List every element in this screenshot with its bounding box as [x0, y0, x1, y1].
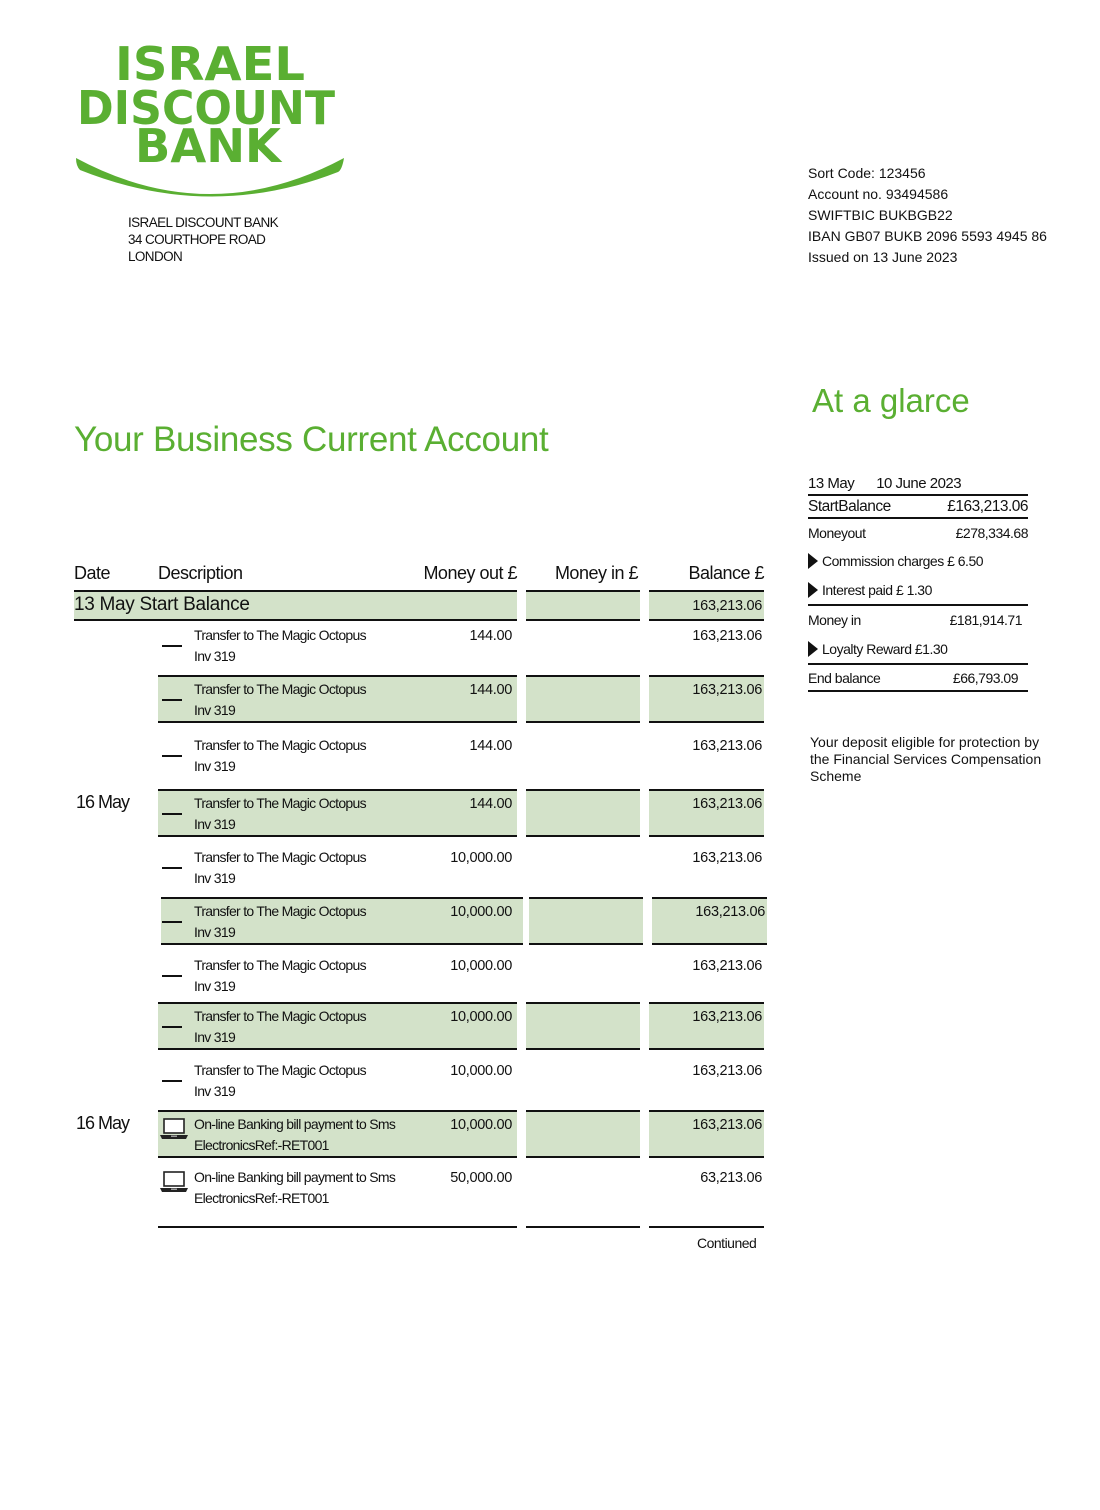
dash-icon: [162, 813, 182, 815]
row-description-line1: Transfer to The Magic Octopus: [194, 737, 366, 753]
row-money-out: 10,000.00: [450, 850, 512, 866]
row-money-out: 10,000.00: [450, 904, 512, 920]
row-money-out: 144.00: [469, 682, 512, 698]
dash-icon: [162, 755, 182, 757]
period-start: 13 May: [808, 474, 855, 492]
row-in-bg: [529, 898, 643, 943]
interest-text: Interest paid £ 1.30: [822, 581, 932, 598]
triangle-bullet-icon: [808, 641, 818, 657]
row-description-line1: Transfer to The Magic Octopus: [194, 795, 366, 811]
dash-icon: [162, 1026, 182, 1028]
period-end: 10 June 2023: [876, 474, 962, 492]
row-description: [194, 1060, 366, 1102]
address-line: LONDON: [128, 249, 183, 264]
header-money-out: Money out £: [423, 563, 517, 583]
row-description: [194, 955, 366, 997]
bank-address: [128, 214, 278, 265]
row-description: [194, 735, 366, 777]
swift-bic: SWIFTBIC BUKBGB22: [808, 207, 953, 223]
row-description-line1: Transfer to The Magic Octopus: [194, 1062, 366, 1078]
start-balance-amount: 163,213.06: [692, 598, 762, 614]
row-balance: 163,213.06: [692, 850, 762, 866]
address-line: 34 COURTHOPE ROAD: [128, 232, 266, 247]
row-money-out: 10,000.00: [450, 1063, 512, 1079]
row-date: 16 May: [76, 1113, 130, 1133]
sort-code: Sort Code: 123456: [808, 165, 926, 181]
dash-icon: [162, 921, 182, 923]
glance-money-out: [808, 519, 1028, 546]
row-description: [194, 793, 366, 835]
row-money-out: 10,000.00: [450, 958, 512, 974]
row-balance: 63,213.06: [700, 1170, 762, 1186]
header-balance: Balance £: [688, 563, 764, 583]
dash-icon: [162, 975, 182, 977]
row-balance: 163,213.06: [692, 1117, 762, 1133]
iban: IBAN GB07 BUKB 2096 5593 4945 86: [808, 228, 1047, 244]
header-date: Date: [74, 563, 111, 583]
row-description-line2: Inv 319: [194, 870, 236, 886]
row-balance: 163,213.06: [692, 628, 762, 644]
row-description-line1: Transfer to The Magic Octopus: [194, 903, 366, 919]
row-description-line2: ElectronicsRef:-RET001: [194, 1190, 329, 1206]
row-description: [194, 901, 366, 943]
glance-summary: [808, 472, 1028, 692]
glance-title: At a glarce: [812, 382, 970, 419]
glance-commission: [808, 546, 1028, 575]
glance-period: [808, 472, 1028, 496]
row-money-out: 144.00: [469, 738, 512, 754]
row-money-out: 144.00: [469, 628, 512, 644]
row-description-line1: On-line Banking bill payment to Sms: [194, 1169, 396, 1185]
row-in-bg: [526, 676, 640, 721]
glance-money-in: [808, 606, 1028, 634]
glance-end-balance: [808, 665, 1028, 692]
money-out-value: £278,334.68: [955, 524, 1028, 541]
row-balance: 163,213.06: [692, 796, 762, 812]
dash-icon: [162, 1080, 182, 1082]
dash-icon: [162, 867, 182, 869]
glance-start-balance: [808, 496, 1028, 519]
account-details: [808, 163, 1047, 268]
logo-text-discount: DISCOUNT: [77, 81, 336, 135]
triangle-bullet-icon: [808, 553, 818, 569]
row-balance: 163,213.06: [692, 738, 762, 754]
row-in-bg: [526, 1111, 640, 1156]
glance-loyalty: [808, 634, 1028, 665]
row-description-line2: Inv 319: [194, 978, 236, 994]
end-balance-label: End balance: [808, 669, 881, 686]
row-description-line1: Transfer to The Magic Octopus: [194, 1008, 366, 1024]
start-balance-value: £163,213.06: [947, 497, 1028, 515]
commission-text: Commission charges £ 6.50: [822, 552, 984, 569]
loyalty-text: Loyalty Reward £1.30: [822, 640, 948, 657]
row-balance: 163,213.06: [692, 1009, 762, 1025]
row-description-line1: On-line Banking bill payment to Sms: [194, 1116, 396, 1132]
row-description: [194, 679, 366, 721]
row-description-line2: Inv 319: [194, 816, 236, 832]
row-description-line1: Transfer to The Magic Octopus: [194, 957, 366, 973]
row-description-line2: ElectronicsRef:-RET001: [194, 1137, 329, 1153]
start-balance-label: StartBalance: [808, 497, 891, 515]
row-description-line2: Inv 319: [194, 1083, 236, 1099]
row-description: [194, 625, 366, 667]
start-balance-label: 13 May Start Balance: [74, 594, 250, 615]
row-description-line1: Transfer to The Magic Octopus: [194, 681, 366, 697]
bank-logo: [72, 30, 348, 205]
row-money-out: 144.00: [469, 796, 512, 812]
header-money-in: Money in £: [554, 563, 638, 583]
row-balance: 163,213.06: [695, 904, 765, 920]
row-date: 16 May: [76, 792, 130, 812]
triangle-bullet-icon: [808, 582, 818, 598]
end-balance-value: £66,793.09: [952, 669, 1018, 686]
start-row-in-bg: [526, 591, 640, 619]
laptop-icon: [160, 1117, 188, 1144]
logo-text-israel: ISRAEL: [115, 37, 305, 91]
row-description-line2: Inv 319: [194, 702, 236, 718]
dash-icon: [162, 699, 182, 701]
row-description: [194, 1006, 366, 1048]
row-description-line2: Inv 319: [194, 648, 236, 664]
row-balance: 163,213.06: [692, 958, 762, 974]
row-in-bg: [526, 1003, 640, 1048]
header-description: Description: [158, 563, 243, 583]
issued-date: Issued on 13 June 2023: [808, 249, 958, 265]
row-description-line2: Inv 319: [194, 1029, 236, 1045]
row-description: [194, 1114, 395, 1156]
row-in-bg: [526, 790, 640, 835]
address-line: ISRAEL DISCOUNT BANK: [128, 215, 279, 230]
money-out-label: Moneyout: [808, 524, 866, 541]
row-description-line1: Transfer to The Magic Octopus: [194, 849, 366, 865]
laptop-icon: [160, 1170, 188, 1197]
row-balance: 163,213.06: [692, 1063, 762, 1079]
row-description-line1: Transfer to The Magic Octopus: [194, 627, 366, 643]
row-money-out: 10,000.00: [450, 1117, 512, 1133]
fscs-note: Your deposit eligible for protection by the Financial Services Compensation Scheme: [810, 734, 1042, 784]
money-in-value: £181,914.71: [949, 612, 1022, 628]
row-description-line2: Inv 319: [194, 924, 236, 940]
money-in-label: Money in: [808, 612, 861, 628]
row-money-out: 50,000.00: [450, 1170, 512, 1186]
row-description-line2: Inv 319: [194, 758, 236, 774]
account-number: Account no. 93494586: [808, 186, 949, 202]
glance-interest: [808, 575, 1028, 606]
row-description: [194, 1167, 395, 1209]
row-description: [194, 847, 366, 889]
row-money-out: 10,000.00: [450, 1009, 512, 1025]
logo-text-bank: BANK: [135, 119, 284, 173]
row-balance: 163,213.06: [692, 682, 762, 698]
page-title: Your Business Current Account: [74, 420, 549, 459]
continued-label: Contiuned: [697, 1235, 757, 1251]
dash-icon: [162, 645, 182, 647]
